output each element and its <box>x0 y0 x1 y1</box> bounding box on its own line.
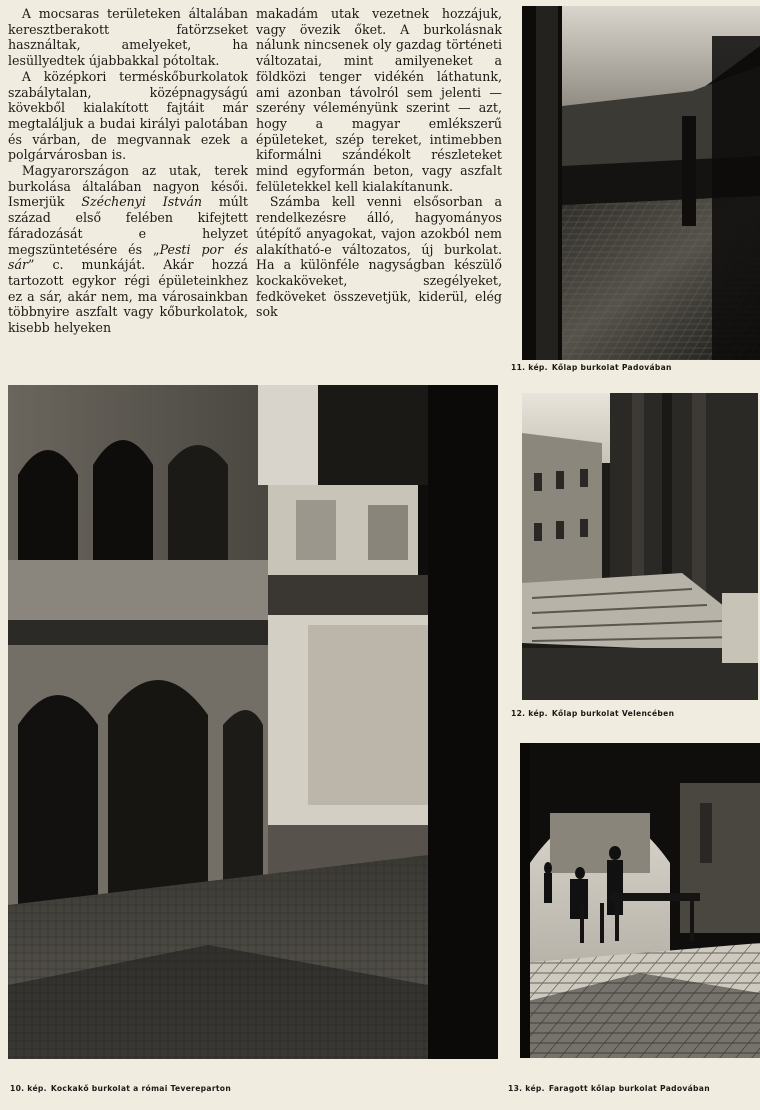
paragraph: A középkori terméskőburkolatok szabálytalan, középnagyságú kövekből kialakított fajtáit már megtaláljuk a budai királyi palotában és várban, de megvannak ezek a polgárvárosban is. <box>8 68 248 163</box>
paragraph-text: Magyarországon az utak, terek burkolása általában nagyon késői. Ismerjük <box>8 163 248 210</box>
paragraph: makadám utak vezetnek hozzájuk, vagy övezik őket. A burkolásnak nálunk nincsenek oly gazdag történeti változatai, mint amilyeneket a földközi tenger vidékén láthatunk, ami azonban távolról sem jelenti — szerény véleményünk szerint — azt, hogy a magyar emlékszerű épületeket, szép tereket, intimebben kiformálni szándékolt részleteket mind egyformán beton, vagy aszfalt felületekkel kell kialakítanunk. <box>256 6 502 194</box>
text-column-left <box>8 6 248 336</box>
figure-caption: Kőlap burkolat Padovában <box>551 363 672 372</box>
italic-title: Pesti por és sár <box>8 241 249 273</box>
figure-number: 12. kép. <box>511 709 548 718</box>
photo-figure-11 <box>522 6 760 360</box>
figure-number: 11. kép. <box>511 363 548 372</box>
figure-caption: Kockakő burkolat a római Tevereparton <box>50 1084 232 1093</box>
photo-figure-13 <box>520 743 760 1058</box>
paragraph: A mocsaras területeken általában keresztberakott fatörzseket használtak, amelyeket, ha lesüllyedtek újabbakkal pótoltak. <box>8 6 248 69</box>
caption-figure-12 <box>511 709 674 718</box>
paragraph <box>8 163 248 336</box>
photo-figure-10 <box>8 385 498 1059</box>
photo-figure-12 <box>522 393 758 700</box>
paragraph: Számba kell venni elsősorban a rendelkezésre álló, hagyományos útépítő anyagokat, vajon azokból nem alakítható-e változatos, új burkolat. Ha a különféle nagyságban készülő kockaköveket, szegélyeket, fedköveket összevetjük, kiderül, elég sok <box>256 194 502 320</box>
caption-figure-11 <box>511 363 672 372</box>
text-column-middle <box>256 6 502 320</box>
figure-number: 13. kép. <box>508 1084 545 1093</box>
italic-name: Széchenyi István <box>81 194 202 210</box>
figure-caption: Kőlap burkolat Velencében <box>551 709 675 718</box>
paragraph-text: ” c. munkáját. Akár hozzá tartozott egykor régi épületeinkhez ez a sár, akár nem, ma városainkban többnyire aszfalt vagy kőburkolatok, kisebb helyeken <box>8 257 248 336</box>
figure-number: 10. kép. <box>10 1084 47 1093</box>
figure-caption: Faragott kőlap burkolat Padovában <box>548 1084 710 1093</box>
caption-figure-10 <box>10 1084 231 1093</box>
paragraph-text: múlt század első felében kifejtett fáradozását e helyzet megszüntetésére és „ <box>8 194 248 257</box>
caption-figure-13 <box>508 1084 710 1093</box>
